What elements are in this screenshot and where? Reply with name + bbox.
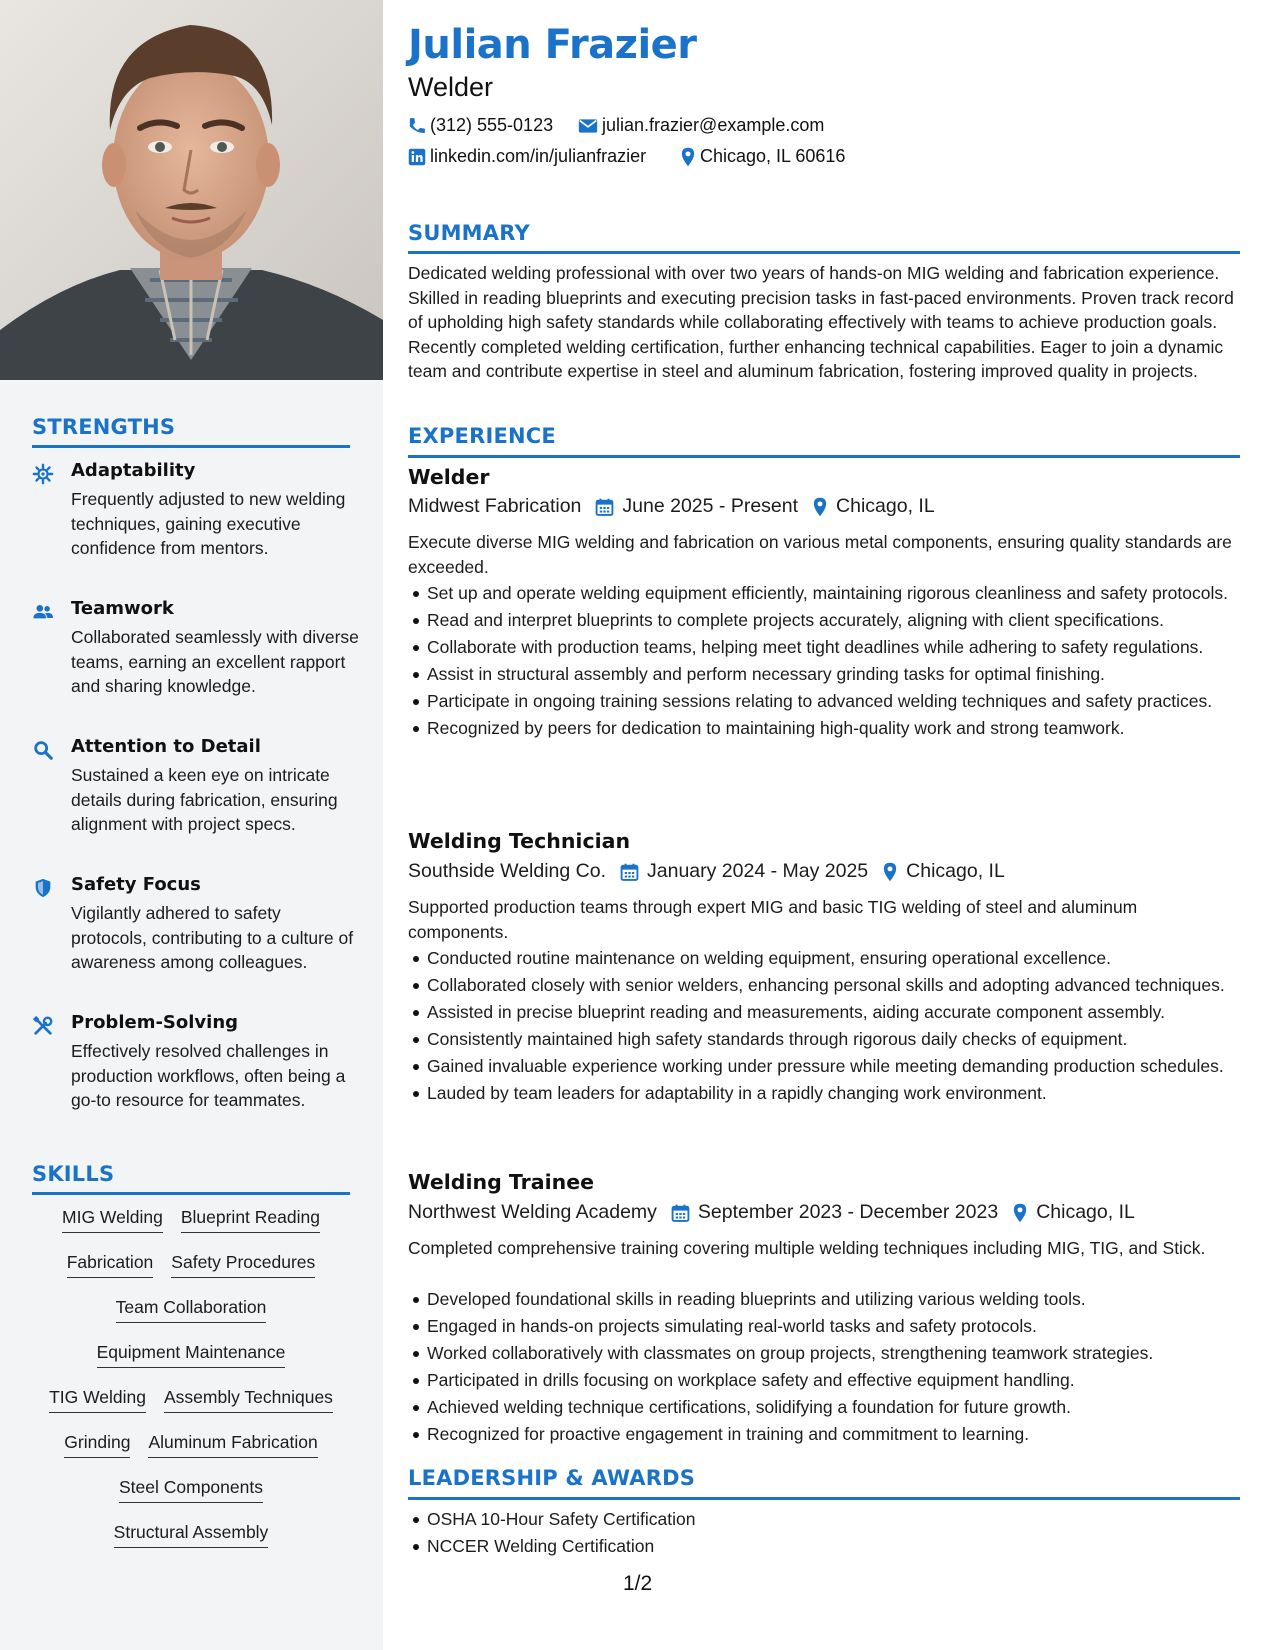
list-item: Engaged in hands-on projects simulating real-world tasks and safety protocols.	[427, 1314, 1259, 1339]
strength-description: Effectively resolved challenges in production workflows, often being a go-to resource for teammates.	[71, 1041, 346, 1110]
skill-tag: Fabrication	[67, 1252, 154, 1278]
gear-icon	[32, 463, 54, 485]
calendar-icon	[671, 1203, 690, 1223]
shield-icon	[32, 877, 54, 899]
strengths-heading: STRENGTHS	[32, 415, 176, 439]
job-title: Welder	[408, 465, 490, 489]
map-pin-icon	[680, 147, 696, 167]
list-item: Gained invaluable experience working under pressure while meeting demanding production schedules.	[427, 1054, 1259, 1079]
map-pin-icon	[882, 862, 898, 882]
skill-tag: Grinding	[64, 1432, 130, 1458]
job-title: Welding Technician	[408, 829, 631, 853]
strength-description: Sustained a keen eye on intricate details during fabrication, ensuring alignment with project specs.	[71, 765, 338, 834]
list-item: Assist in structural assembly and perform necessary grinding tasks for optimal finishing.	[427, 662, 1259, 687]
skill-tag: Blueprint Reading	[181, 1207, 320, 1233]
list-item: Worked collaboratively with classmates on group projects, strengthening teamwork strategies.	[427, 1341, 1259, 1366]
list-item: Assisted in precise blueprint reading and measurements, aiding accurate component assembly.	[427, 1000, 1259, 1025]
skills-list	[32, 1207, 350, 1567]
candidate-name: Julian Frazier	[408, 22, 697, 68]
skill-tag: Team Collaboration	[116, 1297, 267, 1323]
users-icon	[32, 601, 54, 623]
profile-photo	[0, 0, 383, 380]
job-intro: Completed comprehensive training covering multiple welding techniques including MIG, TIG, and Stick.	[408, 1238, 1206, 1258]
candidate-role: Welder	[408, 72, 494, 102]
list-item: Collaborated closely with senior welders, enhancing personal skills and adopting advanced techniques.	[427, 973, 1259, 998]
experience-heading: EXPERIENCE	[408, 424, 556, 448]
job-company: Southside Welding Co.	[408, 860, 607, 882]
strength-title: Problem-Solving	[71, 1012, 239, 1033]
job-location: Chicago, IL	[906, 860, 1005, 882]
skill-tag: TIG Welding	[49, 1387, 146, 1413]
leadership-heading: LEADERSHIP & AWARDS	[408, 1466, 696, 1490]
skill-tag: Safety Procedures	[171, 1252, 315, 1278]
linkedin-text[interactable]: linkedin.com/in/julianfrazier	[430, 146, 647, 166]
list-item: Set up and operate welding equipment efficiently, maintaining rigorous cleanliness and safety protocols.	[427, 581, 1259, 606]
job-intro: Supported production teams through expert MIG and basic TIG welding of steel and aluminum components.	[408, 897, 1138, 942]
job-location: Chicago, IL	[1036, 1201, 1135, 1223]
strength-title: Attention to Detail	[71, 736, 261, 757]
contact-linkedin[interactable]	[408, 146, 646, 167]
job-company: Midwest Fabrication	[408, 495, 582, 517]
list-item: Developed foundational skills in reading blueprints and utilizing various welding tools.	[427, 1287, 1259, 1312]
linkedin-icon	[408, 148, 426, 166]
skill-tag: MIG Welding	[62, 1207, 163, 1233]
contact-phone	[408, 115, 553, 136]
phone-text: (312) 555-0123	[430, 115, 554, 135]
list-item: Lauded by team leaders for adaptability in a rapidly changing work environment.	[427, 1081, 1259, 1106]
strength-title: Teamwork	[71, 598, 174, 619]
job-intro: Execute diverse MIG welding and fabrication on various metal components, ensuring quality standards are exceeded.	[408, 532, 1232, 577]
job-title: Welding Trainee	[408, 1170, 595, 1194]
leadership-divider	[408, 1497, 1240, 1500]
strength-title: Safety Focus	[71, 874, 201, 895]
skills-divider	[32, 1192, 350, 1195]
envelope-icon	[578, 118, 598, 134]
tools-icon	[32, 1015, 54, 1037]
awards-list	[408, 1507, 1259, 1561]
list-item: Achieved welding technique certifications, solidifying a foundation for future growth.	[427, 1395, 1259, 1420]
strengths-divider	[32, 445, 350, 448]
summary-text: Dedicated welding professional with over two years of hands-on MIG welding and fabrication experience. Skilled in reading blueprints and executing precision tasks in fast-paced environments. Proven track record of upholding high safety standards while collaborating effectively with teams to achieve production goals. Recently completed welding certification, further enhancing technical capabilities. Eager to join a dynamic team and contribute expertise in steel and aluminum fabrication, fostering improved quality in projects.	[408, 263, 1234, 381]
job-location: Chicago, IL	[836, 495, 935, 517]
page-number: 1/2	[623, 1572, 653, 1595]
summary-heading: SUMMARY	[408, 221, 530, 245]
job-dates: June 2025 - Present	[622, 495, 799, 517]
list-item: Recognized by peers for dedication to maintaining high-quality work and strong teamwork.	[427, 716, 1259, 741]
email-text[interactable]: julian.frazier@example.com	[602, 115, 825, 135]
skill-tag: Assembly Techniques	[164, 1387, 333, 1413]
job-dates: January 2024 - May 2025	[647, 860, 869, 882]
list-item: NCCER Welding Certification	[427, 1534, 1259, 1559]
list-item: Collaborate with production teams, helping meet tight deadlines while adhering to safety regulations.	[427, 635, 1259, 660]
location-text: Chicago, IL 60616	[700, 146, 846, 166]
left-sidebar	[0, 0, 383, 1650]
job-company: Northwest Welding Academy	[408, 1201, 657, 1223]
skill-tag: Structural Assembly	[114, 1522, 269, 1548]
job-meta	[408, 495, 935, 518]
strength-title: Adaptability	[71, 460, 196, 481]
job-bullets	[408, 946, 1259, 1108]
skill-tag: Steel Components	[119, 1477, 263, 1503]
list-item: Participated in drills focusing on workplace safety and effective equipment handling.	[427, 1368, 1259, 1393]
skills-heading: SKILLS	[32, 1162, 115, 1186]
job-bullets	[408, 1287, 1259, 1449]
list-item: Participate in ongoing training sessions relating to advanced welding techniques and safety practices.	[427, 689, 1259, 714]
list-item: Conducted routine maintenance on welding equipment, ensuring operational excellence.	[427, 946, 1259, 971]
contact-location	[680, 146, 845, 167]
experience-divider	[408, 455, 1240, 458]
list-item: Recognized for proactive engagement in training and commitment to learning.	[427, 1422, 1259, 1447]
job-dates: September 2023 - December 2023	[697, 1201, 999, 1223]
list-item: OSHA 10-Hour Safety Certification	[427, 1507, 1259, 1532]
strength-description: Vigilantly adhered to safety protocols, contributing to a culture of awareness among colleagues.	[71, 903, 354, 972]
job-meta	[408, 860, 1005, 883]
job-bullets	[408, 581, 1259, 743]
summary-divider	[408, 251, 1240, 254]
calendar-icon	[595, 497, 614, 517]
map-pin-icon	[1012, 1203, 1028, 1223]
list-item: Read and interpret blueprints to complete projects accurately, aligning with client specifications.	[427, 608, 1259, 633]
skill-tag: Equipment Maintenance	[97, 1342, 286, 1368]
map-pin-icon	[812, 497, 828, 517]
list-item: Consistently maintained high safety standards through rigorous daily checks of equipment.	[427, 1027, 1259, 1052]
strength-description: Collaborated seamlessly with diverse teams, earning an excellent rapport and sharing knowledge.	[71, 627, 359, 696]
skill-tag: Aluminum Fabrication	[148, 1432, 317, 1458]
phone-icon	[408, 117, 426, 135]
contact-email[interactable]	[578, 115, 824, 136]
calendar-icon	[620, 862, 639, 882]
job-meta	[408, 1201, 1135, 1224]
strength-description: Frequently adjusted to new welding techniques, gaining executive confidence from mentors.	[71, 489, 346, 558]
search-icon	[32, 739, 54, 761]
